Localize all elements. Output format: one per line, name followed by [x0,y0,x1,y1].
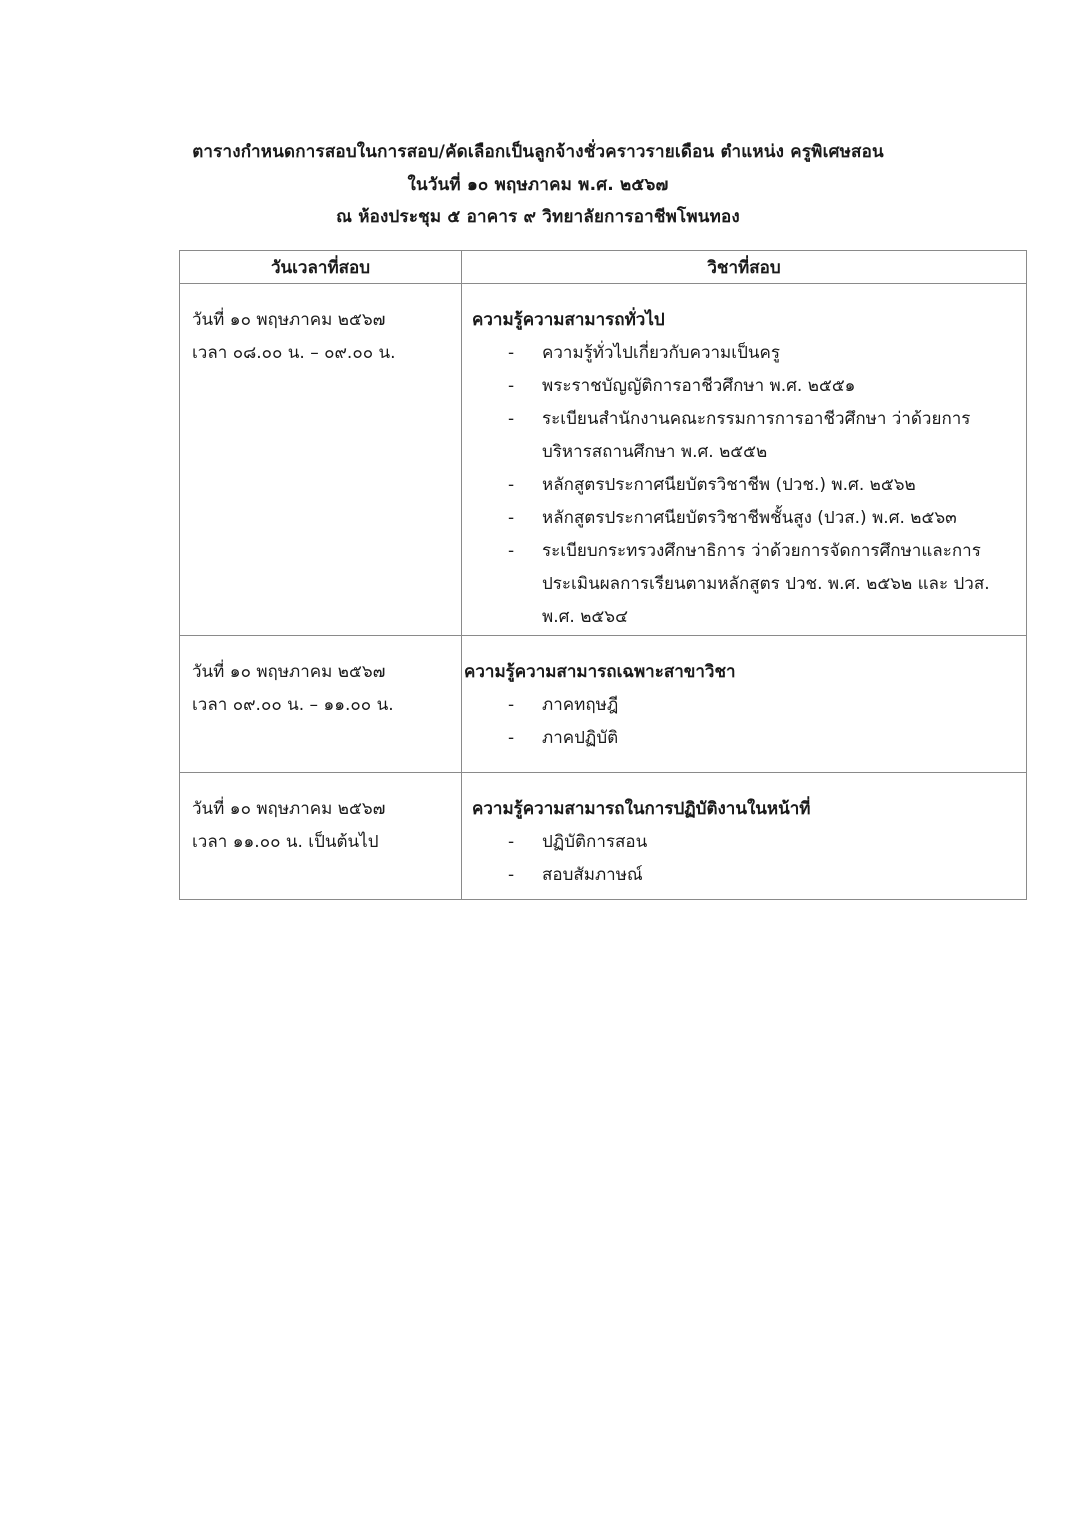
exam-schedule-table [179,250,1027,900]
exam-time: เวลา ๑๑.๐๐ น. เป็นต้นไป [192,832,379,852]
subject-heading: ความรู้ความสามารถทั่วไป [472,310,665,330]
list-item [472,859,1018,892]
topic-text: ภาคทฤษฎี [542,695,619,715]
list-item [472,370,1018,403]
subject-cell [462,636,1027,773]
topic-text: ระเบียนสำนักงานคณะกรรมการการอาชีวศึกษา ว่าด้วยการบริหารสถานศึกษา พ.ศ. ๒๕๕๒ [542,409,971,462]
topic-text: หลักสูตรประกาศนียบัตรวิชาชีพ (ปวช.) พ.ศ. ๒๕๖๒ [542,475,916,495]
list-item [472,722,1018,755]
subject-heading: ความรู้ความสามารถในการปฏิบัติงานในหน้าที่ [472,799,811,819]
list-item [472,689,1018,722]
bullet-dash: - [508,832,515,852]
topic-text: ภาคปฏิบัติ [542,728,619,748]
subject-cell [462,284,1027,636]
exam-time: เวลา ๐๙.๐๐ น. – ๑๑.๐๐ น. [192,695,394,715]
list-item [472,403,1018,469]
table-row [180,284,1027,636]
list-item [472,337,1018,370]
bullet-dash: - [508,728,515,748]
bullet-dash: - [508,865,515,885]
list-item [472,535,1018,634]
exam-date: วันที่ ๑๐ พฤษภาคม ๒๕๖๗ [192,662,386,682]
list-item [472,469,1018,502]
exam-date: วันที่ ๑๐ พฤษภาคม ๒๕๖๗ [192,799,386,819]
column-header-datetime: วันเวลาที่สอบ [180,251,462,284]
topic-text: ระเบียบกระทรวงศึกษาธิการ ว่าด้วยการจัดการศึกษาและการประเมินผลการเรียนตามหลักสูตร ปวช. พ.ศ. ๒๕๖๒ และ ปวส. พ.ศ. ๒๕๖๔ [542,541,990,627]
subject-topic-list [472,337,1018,634]
bullet-dash: - [508,541,515,561]
document-subtitle-venue: ณ ห้องประชุม ๕ อาคาร ๙ วิทยาลัยการอาชีพโพนทอง [336,207,740,227]
document-title: ตารางกำหนดการสอบในการสอบ/คัดเลือกเป็นลูกจ้างชั่วคราวรายเดือน ตำแหน่ง ครูพิเศษสอน [192,142,884,162]
datetime-cell [180,636,462,773]
table-row [180,636,1027,773]
bullet-dash: - [508,376,515,396]
topic-text: ปฏิบัติการสอน [542,832,648,852]
column-header-subject: วิชาที่สอบ [462,251,1027,284]
datetime-cell [180,284,462,636]
exam-date: วันที่ ๑๐ พฤษภาคม ๒๕๖๗ [192,310,386,330]
exam-time: เวลา ๐๘.๐๐ น. – ๐๙.๐๐ น. [192,343,396,363]
topic-text: พระราชบัญญัติการอาชีวศึกษา พ.ศ. ๒๕๕๑ [542,376,856,396]
bullet-dash: - [508,695,515,715]
subject-topic-list [472,826,1018,892]
subject-topic-list [472,689,1018,755]
table-row [180,773,1027,900]
list-item [472,826,1018,859]
topic-text: สอบสัมภาษณ์ [542,865,643,885]
subject-heading: ความรู้ความสามารถเฉพาะสาขาวิชา [464,662,736,682]
bullet-dash: - [508,475,515,495]
bullet-dash: - [508,343,515,363]
datetime-cell [180,773,462,900]
topic-text: หลักสูตรประกาศนียบัตรวิชาชีพชั้นสูง (ปวส.) พ.ศ. ๒๕๖๓ [542,508,957,528]
bullet-dash: - [508,508,515,528]
topic-text: ความรู้ทั่วไปเกี่ยวกับความเป็นครู [542,343,780,363]
list-item [472,502,1018,535]
table-header-row [180,251,1027,284]
document-subtitle-date: ในวันที่ ๑๐ พฤษภาคม พ.ศ. ๒๕๖๗ [407,175,669,195]
bullet-dash: - [508,409,515,429]
subject-cell [462,773,1027,900]
